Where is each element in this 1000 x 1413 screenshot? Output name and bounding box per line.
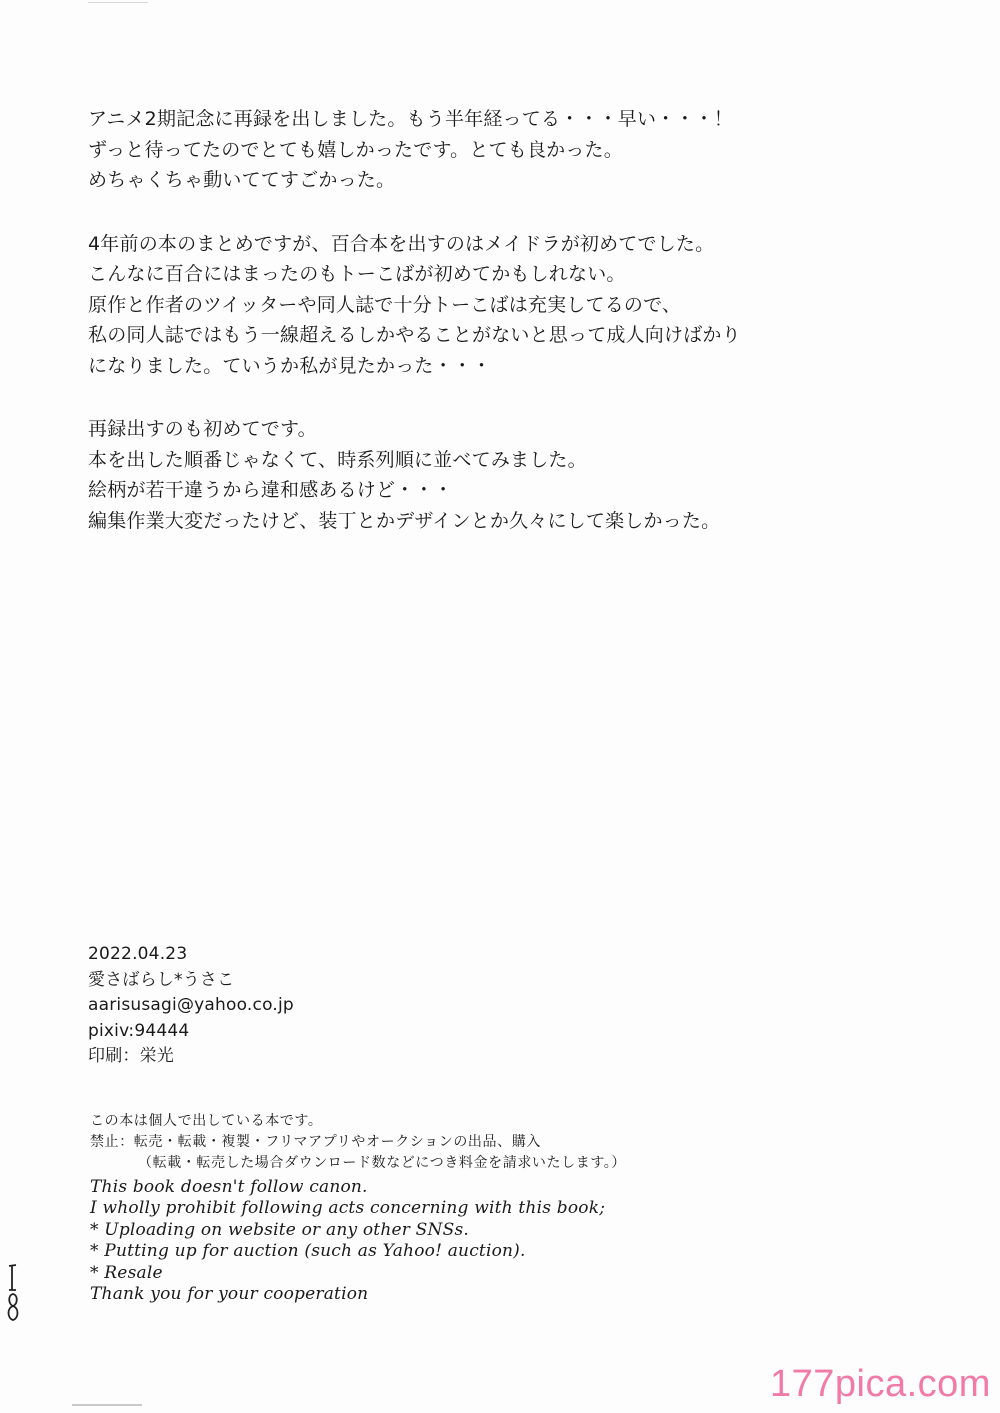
- text-line: 編集作業大変だったけど、装丁とかデザインとか久々にして楽しかった。: [88, 509, 721, 532]
- printer-name: 印刷：栄光: [88, 1046, 174, 1066]
- text-line: 絵柄が若干違うから違和感あるけど・・・: [88, 479, 453, 501]
- notice-en-line: I wholly prohibit following acts concerning with this book;: [90, 1198, 606, 1219]
- afterword-paragraph: [88, 229, 948, 382]
- afterword-paragraph: [88, 104, 948, 196]
- pixiv-id: pixiv:94444: [88, 1020, 190, 1041]
- notice-en-line: Thank you for your cooperation: [90, 1284, 369, 1305]
- watermark: 177pica.com: [770, 1363, 991, 1405]
- text-line: 4年前の本のまとめですが、百合本を出すのはメイドラが初めてでした。: [88, 232, 715, 255]
- page-number: [6, 1262, 20, 1322]
- notice-en-line: This book doesn't follow canon.: [90, 1177, 368, 1197]
- notice-jp-line: この本は個人で出している本です。: [90, 1113, 323, 1129]
- circle-name: 愛さばらし*うさこ: [88, 969, 235, 990]
- contact-email: aarisusagi@yahoo.co.jp: [88, 995, 294, 1015]
- notice-en-line: * Putting up for auction (such as Yahoo! auction).: [90, 1241, 526, 1262]
- notice-jp-line: 禁止：転売・転載・複製・フリマアプリやオークションの出品、購入: [90, 1134, 541, 1150]
- copyright-notice: [90, 1111, 626, 1305]
- text-line: になりました。ていうか私が見たかった・・・: [88, 354, 492, 377]
- text-line: ずっと待ってたのでとても嬉しかったです。とても良かった。: [88, 138, 623, 161]
- text-line: めちゃくちゃ動いててすごかった。: [88, 169, 396, 191]
- text-line: アニメ2期記念に再録を出しました。もう半年経ってる・・・早い・・・！: [88, 108, 733, 130]
- colophon: [88, 942, 294, 1070]
- publish-date: 2022.04.23: [88, 944, 188, 964]
- text-line: 原作と作者のツイッターや同人誌で十分トーこばは充実してるので、: [88, 293, 682, 316]
- scan-mark: [88, 2, 148, 7]
- text-line: 再録出すのも初めてです。: [88, 418, 317, 440]
- text-line: こんなに百合にはまったのもトーこばが初めてかもしれない。: [88, 263, 626, 285]
- text-line: 私の同人誌ではもう一線超えるしかやることがないと思って成人向けばかり: [88, 324, 741, 346]
- notice-en-line: * Uploading on website or any other SNSs.: [90, 1219, 469, 1240]
- bottom-rule: [72, 1404, 142, 1406]
- afterword: [88, 104, 948, 569]
- text-line: 本を出した順番じゃなくて、時系列順に並べてみました。: [88, 448, 587, 471]
- afterword-paragraph: [88, 414, 948, 536]
- notice-en-line: * Resale: [90, 1262, 163, 1283]
- notice-jp-line: （転載・転売した場合ダウンロード数などにつき料金を請求いたします。）: [138, 1155, 626, 1171]
